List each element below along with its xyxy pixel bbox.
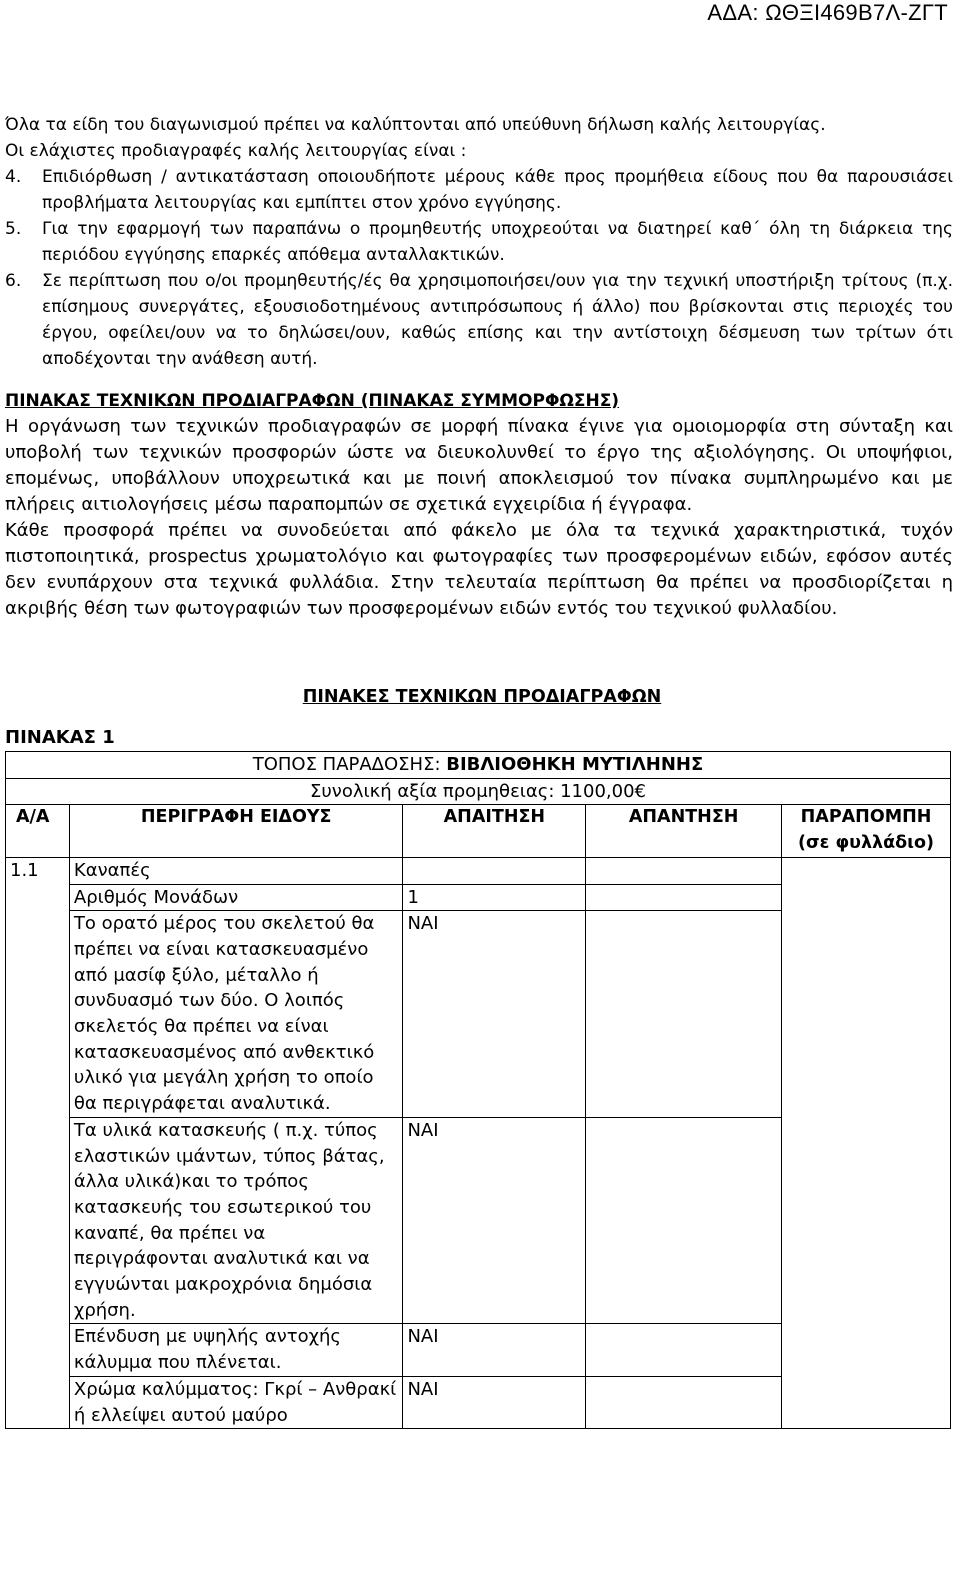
table-row [6, 857, 951, 884]
table-row [6, 884, 951, 911]
delivery-place-cell [6, 752, 951, 779]
list-item-text: Σε περίπτωση που ο/οι προμηθευτής/ές θα χρησιμοποιήσει/ουν για την τεχνική υποστήριξη τρίτους (π.χ. επίσημους συνεργάτες, εξουσιοδοτημένους αντιπρόσωπους ή άλλο) που βρίσκονται στις περιοχές του έργου, οφείλει/ουν να το δηλώσει/ουν, καθώς επίσης και την αντίστοιχη δέσμευση των τρίτων ότι αποδέχονται την ανάθεση αυτή. [42, 271, 953, 369]
row-description: Το ορατό μέρος του σκελετού θα πρέπει να είναι κατασκευασμένο από μασίφ ξύλο, μέταλλο ή συνδυασμό των δύο. Ο λοιπός σκελετός θα πρέπει να είναι κατασκευασμένος από ανθεκτικό υλικό για μεγάλη χρήση το οποίο θα περιγράφεται αναλυτικά. [69, 911, 403, 1118]
section-paragraph-2: Κάθε προσφορά πρέπει να συνοδεύεται από φάκελο με όλα τα τεχνικά χαρακτηριστικά, τυχόν πιστοποιητικά, prospectus χρωματολόγιο και φωτογραφίες των προσφερομένων ειδών, εφόσον αυτές δεν ενυπάρχουν στα τεχνικά φυλλάδια. Στην τελευταία περίπτωση θα πρέπει να προσδιορίζεται η ακριβής θέση των φωτογραφιών των προσφερομένων ειδών εντός του τεχνικού φυλλαδίου. [5, 520, 953, 619]
row-answer [586, 1117, 782, 1324]
row-answer [586, 1324, 782, 1376]
row-reference [782, 1324, 951, 1376]
table-header-row [6, 805, 951, 857]
row-description: Αριθμός Μονάδων [69, 884, 403, 911]
row-requirement: ΝΑΙ [403, 911, 586, 1118]
item-requirement [403, 857, 586, 884]
list-item-number: 5. [5, 219, 22, 239]
header-requirement: ΑΠΑΙΤΗΣΗ [403, 805, 586, 857]
item-name: Καναπές [69, 857, 403, 884]
delivery-place-value: ΒΙΒΛΙΟΘΗΚΗ ΜΥΤΙΛΗΝΗΣ [446, 754, 704, 775]
header-description: ΠΕΡΙΓΡΑΦΗ ΕΙΔΟΥΣ [69, 805, 403, 857]
row-aa [6, 1376, 70, 1428]
tables-title: ΠΙΝΑΚΕΣ ΤΕΧΝΙΚΩΝ ΠΡΟΔΙΑΓΡΑΦΩΝ [302, 687, 662, 707]
row-reference [782, 911, 951, 1118]
table-row [6, 1376, 951, 1428]
document-body [5, 112, 953, 1429]
total-value-row [6, 778, 951, 805]
ada-code: ΑΔΑ: ΩΘΞΙ469Β7Λ-ΖΓΤ [707, 0, 948, 25]
row-aa [6, 911, 70, 1118]
header-answer: ΑΠΑΝΤΗΣΗ [586, 805, 782, 857]
spec-table [5, 751, 951, 1429]
list-item [5, 268, 953, 372]
list-item-number: 4. [5, 167, 22, 187]
intro-line-1: Όλα τα είδη του διαγωνισμού πρέπει να καλύπτονται από υπεύθυνη δήλωση καλής λειτουργίας. [5, 115, 826, 135]
row-aa [6, 1324, 70, 1376]
delivery-place-prefix: ΤΟΠΟΣ ΠΑΡΑΔΟΣΗΣ: [252, 754, 447, 775]
row-answer [586, 884, 782, 911]
row-reference [782, 884, 951, 911]
row-aa [6, 1117, 70, 1324]
header-aa: Α/Α [6, 805, 70, 857]
list-item-text: Επιδιόρθωση / αντικατάσταση οποιουδήποτε μέρους κάθε προς προμήθεια είδους που θα παρουσιάσει προβλήματα λειτουργίας και εμπίπτει στον χρόνο εγγύησης. [42, 167, 953, 213]
row-description: Τα υλικά κατασκευής ( π.χ. τύπος ελαστικών ιμάντων, τύπος βάτας, άλλα υλικά)και το τρόπος κατασκευής του εσωτερικού του καναπέ, θα πρέπει να περιγράφονται αναλυτικά και να εγγυώνται μακροχρόνια δημόσια χρήση. [69, 1117, 403, 1324]
list-item-text: Για την εφαρμογή των παραπάνω ο προμηθευτής υποχρεούται να διατηρεί καθ΄ όλη τη διάρκεια της περιόδου εγγύησης επαρκές απόθεμα ανταλλακτικών. [42, 219, 953, 265]
list-item-number: 6. [5, 271, 22, 291]
intro-line-2: Οι ελάχιστες προδιαγραφές καλής λειτουργίας είναι : [5, 141, 467, 161]
row-description: Επένδυση με υψηλής αντοχής κάλυμμα που πλένεται. [69, 1324, 403, 1376]
item-answer [586, 857, 782, 884]
row-description: Χρώμα καλύμματος: Γκρί – Ανθρακί ή ελλείψει αυτού μαύρο [69, 1376, 403, 1428]
table-row [6, 911, 951, 1118]
total-value-cell: Συνολική αξία προμηθειας: 1100,00€ [6, 778, 951, 805]
section-title: ΠΙΝΑΚΑΣ ΤΕΧΝΙΚΩΝ ΠΡΟΔΙΑΓΡΑΦΩΝ (ΠΙΝΑΚΑΣ ΣΥΜΜΟΡΦΩΣΗΣ) [5, 391, 620, 411]
intro-section [5, 112, 953, 372]
table-row [6, 1117, 951, 1324]
list-item [5, 216, 953, 268]
row-requirement: ΝΑΙ [403, 1376, 586, 1428]
row-reference [782, 1376, 951, 1428]
item-aa: 1.1 [6, 857, 70, 884]
header-reference: ΠΑΡΑΠΟΜΠΗ (σε φυλλάδιο) [782, 805, 951, 857]
table-row [6, 1324, 951, 1376]
item-reference [782, 857, 951, 884]
table-label: ΠΙΝΑΚΑΣ 1 [5, 727, 115, 748]
section-paragraph-1: Η οργάνωση των τεχνικών προδιαγραφών σε μορφή πίνακα έγινε για ομοιομορφία στη σύνταξη και υποβολή των τεχνικών προσφορών ώστε να διευκολυνθεί το έργο της αξιολόγησης. Οι υποψήφιοι, επομένως, υποβάλλουν υποχρεωτικά και με ποινή αποκλεισμού τον πίνακα συμπληρωμένο και με πλήρεις αιτιολογήσεις μέσω παραπομπών σε σχετικά εγχειρίδια ή έγγραφα. [5, 416, 953, 515]
row-requirement: ΝΑΙ [403, 1324, 586, 1376]
row-requirement: ΝΑΙ [403, 1117, 586, 1324]
row-answer [586, 1376, 782, 1428]
row-reference [782, 1117, 951, 1324]
row-aa [6, 884, 70, 911]
delivery-place-row [6, 752, 951, 779]
list-item [5, 164, 953, 216]
row-requirement: 1 [403, 884, 586, 911]
row-answer [586, 911, 782, 1118]
